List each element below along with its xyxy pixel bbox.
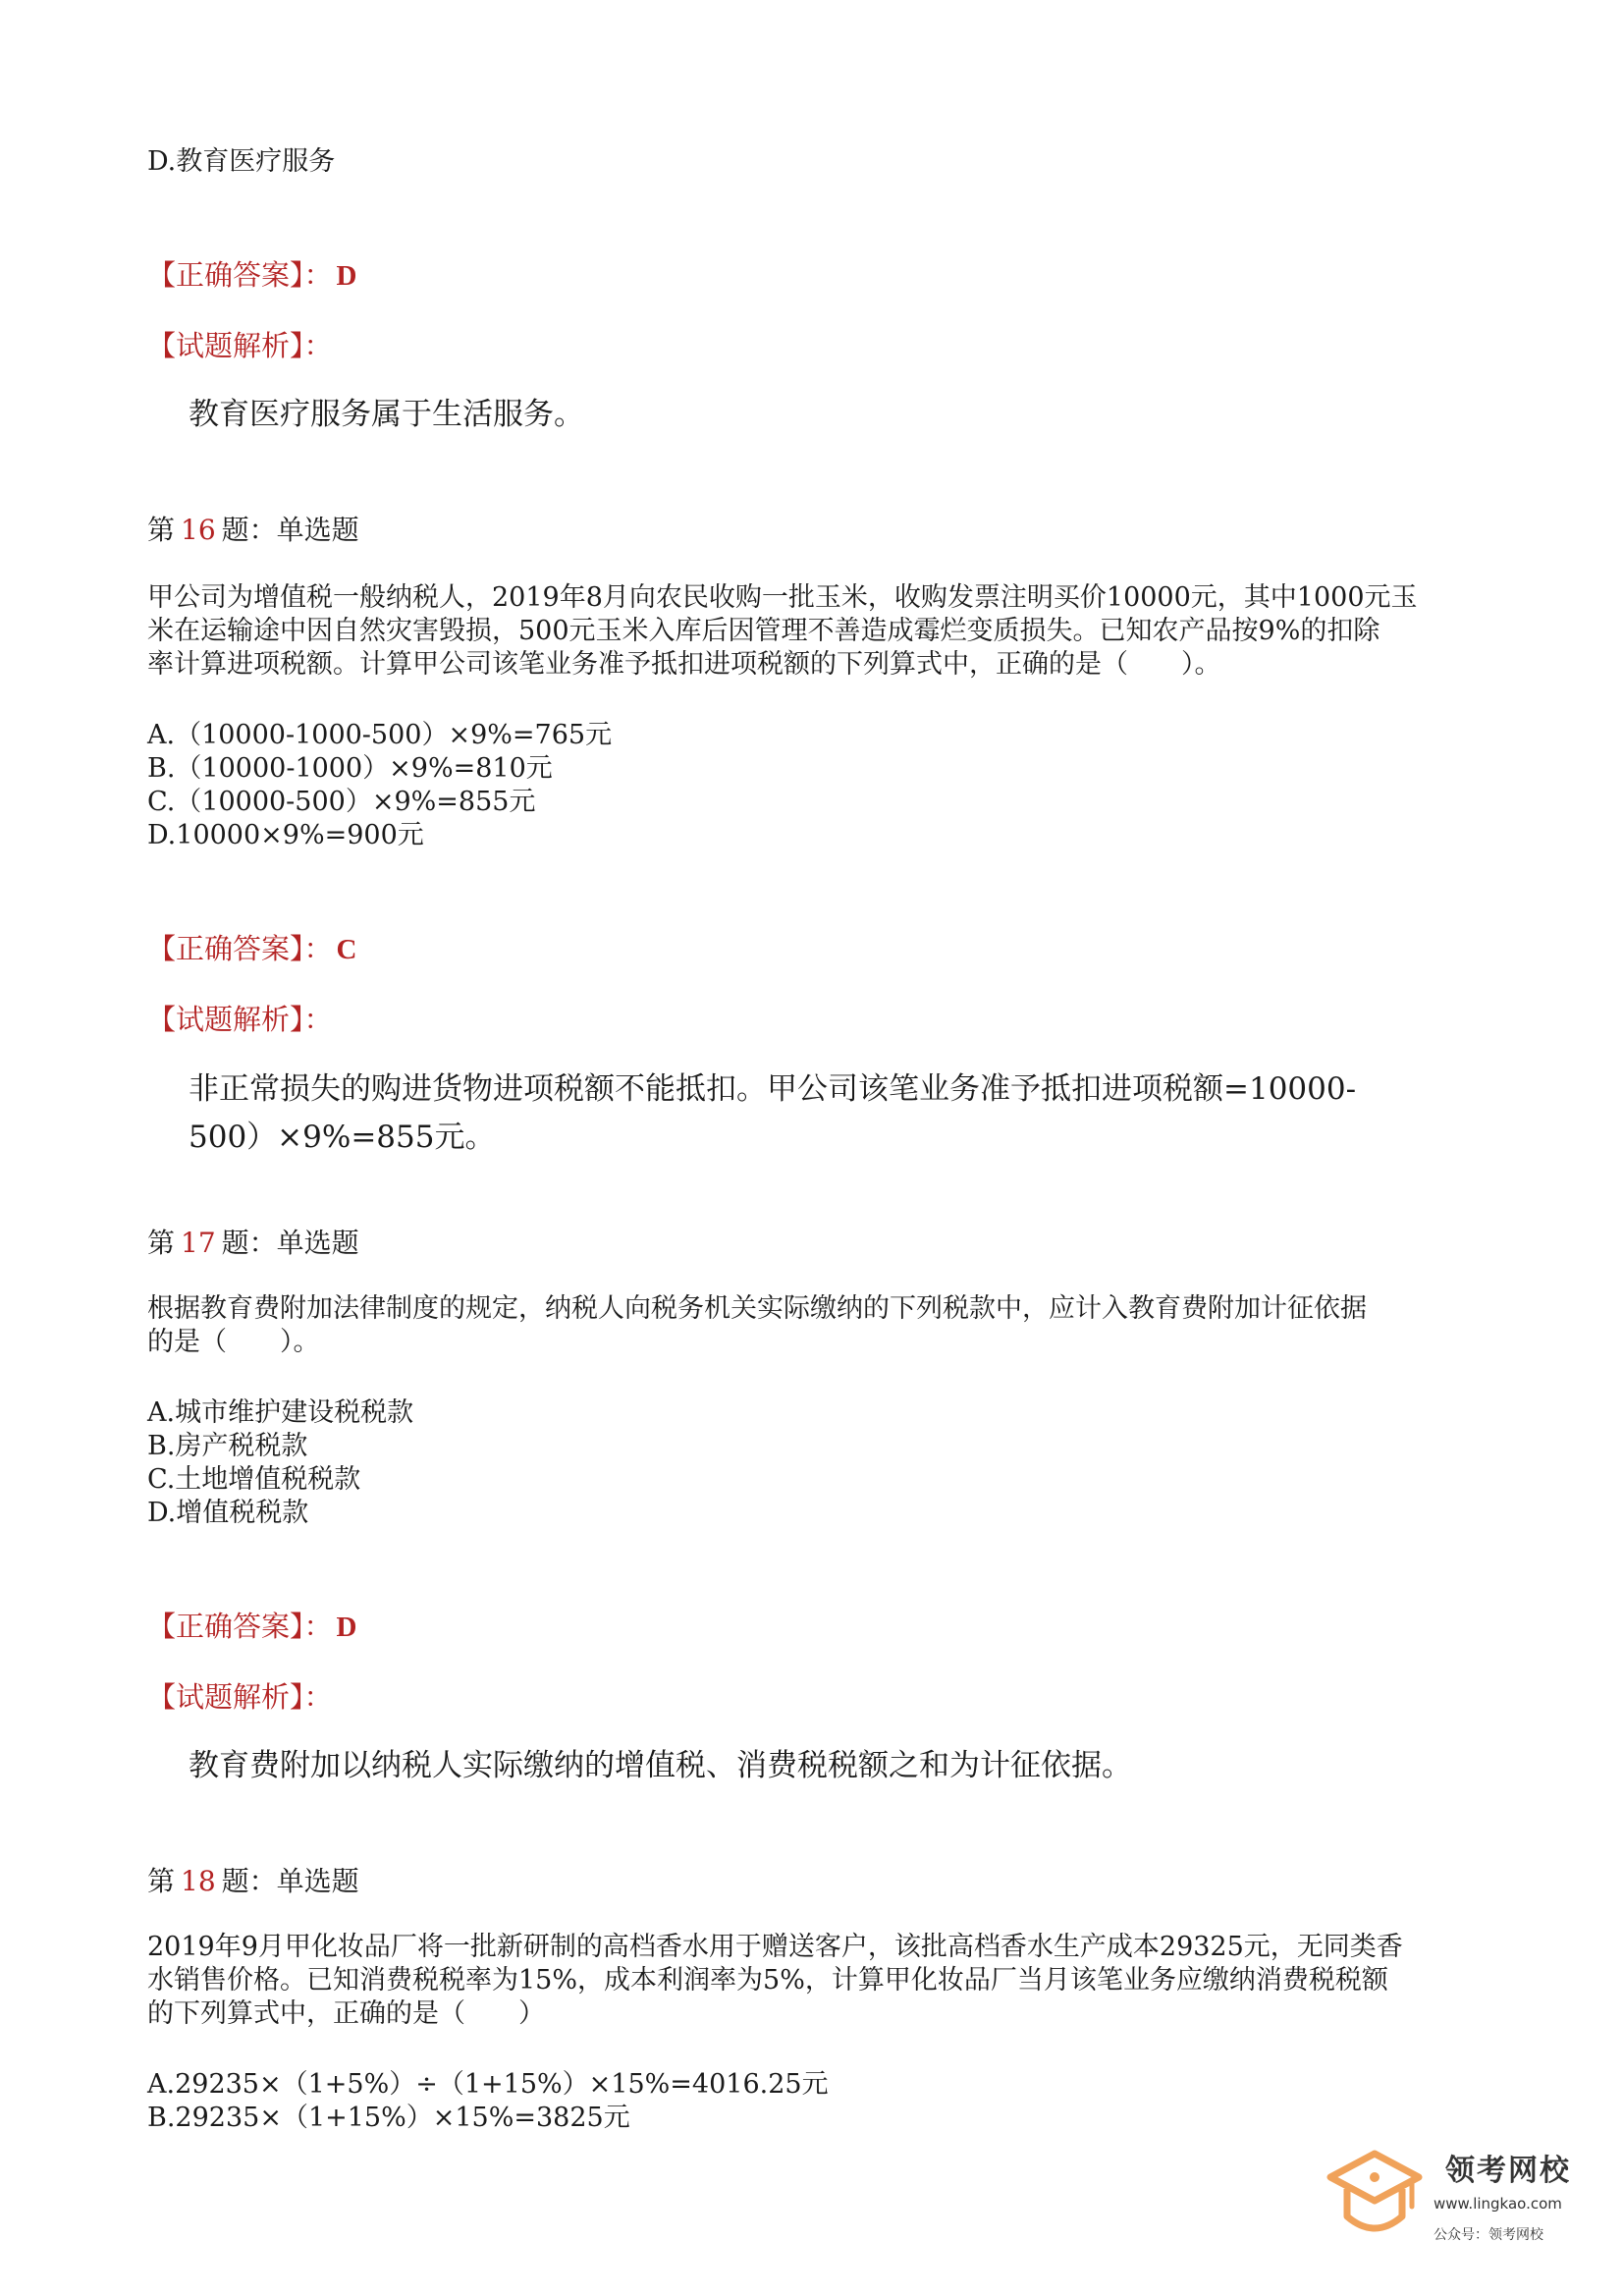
q17-option-b: B.房产税税款: [147, 1431, 308, 1461]
q17-answer: [147, 1605, 356, 1645]
q15-answer: [147, 253, 356, 294]
q17-option-d: D.增值税税款: [147, 1498, 309, 1528]
answer-label: 【正确答案】：: [147, 932, 333, 965]
logo-name: 领考网校: [1445, 2154, 1571, 2188]
logo-url: www.lingkao.com: [1434, 2195, 1562, 2213]
stem-line: 根据教育费附加法律制度的规定，纳税人向税务机关实际缴纳的下列税款中，应计入教育费附加计征依据: [147, 1293, 1367, 1324]
q-prefix: 第: [147, 1227, 176, 1259]
q16-option-c: C.（10000-500）×9%=855元: [147, 787, 536, 817]
q16-stem: [147, 581, 1463, 682]
q-number: 17: [181, 1227, 216, 1259]
stem-line: 米在运输途中因自然灾害毁损，500元玉米入库后因管理不善造成霉烂变质损失。已知农产品按9%的扣除: [147, 616, 1380, 646]
q-prefix: 第: [147, 514, 176, 546]
q17-header: [147, 1222, 359, 1261]
stem-line: 2019年9月甲化妆品厂将一批新研制的高档香水用于赠送客户，该批高档香水生产成本29325元，无同类香: [147, 1932, 1403, 1962]
graduation-cap-icon: [1325, 2146, 1424, 2249]
q17-analysis-label: 【试题解析】：: [147, 1680, 333, 1714]
q-type: 题：单选题: [221, 1227, 359, 1259]
q16-header: [147, 509, 359, 548]
q16-option-b: B.（10000-1000）×9%=810元: [147, 753, 553, 784]
q-type: 题：单选题: [221, 1865, 359, 1897]
q17-option-c: C.土地增值税税款: [147, 1464, 361, 1495]
q18-stem: [147, 1931, 1463, 2031]
stem-line: 的下列算式中，正确的是（ ）: [147, 1998, 545, 2029]
answer-value: D: [336, 1612, 357, 1643]
q18-option-a: A.29235×（1+5%）÷（1+15%）×15%=4016.25元: [147, 2069, 829, 2100]
q-number: 16: [181, 514, 216, 546]
q18-header: [147, 1860, 359, 1899]
stem-line: 的是（ ）。: [147, 1327, 320, 1357]
q-type: 题：单选题: [221, 514, 359, 546]
q15-analysis-text: 教育医疗服务属于生活服务。: [189, 397, 584, 432]
stem-line: 率计算进项税额。计算甲公司该笔业务准予抵扣进项税额的下列算式中，正确的是（ ）。: [147, 649, 1221, 680]
q16-analysis-label: 【试题解析】：: [147, 1003, 333, 1036]
q16-analysis-text: [189, 1066, 1465, 1162]
analysis-line: 非正常损失的购进货物进项税额不能抵扣。甲公司该笔业务准予抵扣进项税额=10000-: [189, 1071, 1357, 1107]
answer-label: 【正确答案】：: [147, 1610, 333, 1643]
q16-answer: [147, 927, 356, 967]
q-prefix: 第: [147, 1865, 176, 1897]
q17-analysis-text: 教育费附加以纳税人实际缴纳的增值税、消费税税额之和为计征依据。: [189, 1748, 1132, 1783]
answer-value: D: [336, 260, 357, 292]
q17-stem: [147, 1292, 1463, 1359]
q16-option-d: D.10000×9%=900元: [147, 820, 424, 850]
q17-option-a: A.城市维护建设税税款: [147, 1397, 414, 1428]
answer-label: 【正确答案】：: [147, 258, 333, 292]
stem-line: 水销售价格。已知消费税税率为15%，成本利润率为5%，计算甲化妆品厂当月该笔业务应缴纳消费税税额: [147, 1965, 1388, 1995]
q16-option-a: A.（10000-1000-500）×9%=765元: [147, 720, 613, 750]
analysis-line: 500）×9%=855元。: [189, 1120, 496, 1155]
q-number: 18: [181, 1865, 216, 1897]
q15-analysis-label: 【试题解析】：: [147, 329, 333, 362]
logo-public-account: 公众号：领考网校: [1434, 2227, 1543, 2243]
stem-line: 甲公司为增值税一般纳税人，2019年8月向农民收购一批玉米，收购发票注明买价10000元，其中1000元玉: [147, 582, 1418, 613]
q18-option-b: B.29235×（1+15%）×15%=3825元: [147, 2103, 630, 2133]
q15-option-d: D.教育医疗服务: [147, 146, 336, 177]
brand-logo: [1325, 2146, 1581, 2273]
answer-value: C: [336, 934, 357, 965]
